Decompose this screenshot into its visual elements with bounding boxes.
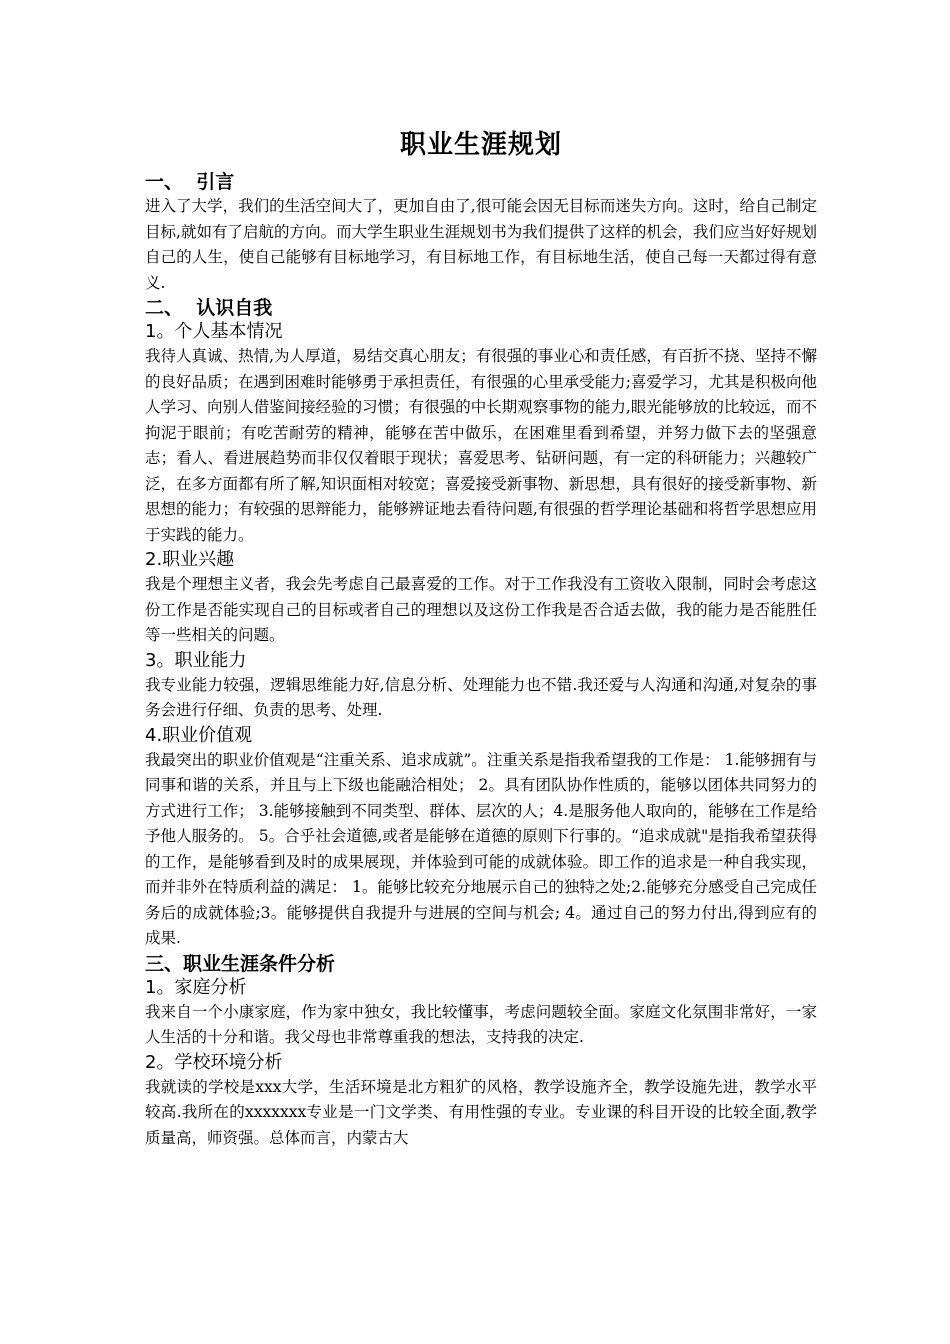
section-paragraph: 进入了大学，我们的生活空间大了，更加自由了,很可能会因无目标而迷失方向。这时，给自己制定目标,就如有了启航的方向。而大学生职业生涯规划书为我们提供了这样的机会，我们应当好好规划自己的人生，使自己能够有目标地学习，有目标地工作，有目标地生活，使自己每一天都过得有意义. bbox=[145, 197, 817, 292]
subsection-paragraph: 我专业能力较强，逻辑思维能力好,信息分析、处理能力也不错.我还爱与人沟通和沟通,对复杂的事务会进行仔细、负责的思考、处理. bbox=[145, 675, 817, 719]
subsection-paragraph: 我来自一个小康家庭，作为家中独女，我比较懂事，考虑问题较全面。家庭文化氛围非常好，一家人生活的十分和谐。我父母也非常尊重我的想法，支持我的决定. bbox=[145, 1002, 817, 1046]
section-self-knowledge bbox=[145, 296, 817, 952]
subsection-heading: 1。个人基本情况 bbox=[145, 321, 283, 342]
subsection-paragraph: 我待人真诚、热情,为人厚道，易结交真心朋友；有很强的事业心和责任感，有百折不挠、坚持不懈的良好品质；在遇到困难时能够勇于承担责任，有很强的心里承受能力;喜爱学习，尤其是积极向他人学习、向别人借鉴间接经验的习惯；有很强的中长期观察事物的能力,眼光能够放的比较远，而不拘泥于眼前；有吃苦耐劳的精神，能够在苦中做乐，在困难里看到希望，并努力做下去的坚强意志；看人、看进展趋势而非仅仅着眼于现状；喜爱思考、钻研问题，有一定的科研能力；兴趣较广泛，在多方面都有所了解,知识面相对较宽；喜爱接受新事物、新思想，具有很好的接受新事物、新思想的能力；有较强的思辩能力，能够辨证地去看待问题,有很强的哲学理论基础和将哲学思想应用于实践的能力。 bbox=[145, 347, 817, 544]
section-heading: 三、职业生涯条件分析 bbox=[145, 952, 336, 975]
subsection-paragraph: 我最突出的职业价值观是“注重关系、追求成就”。注重关系是指我希望我的工作是： 1.能够拥有与同事和谐的关系，并且与上下级也能融洽相处； 2。具有团队协作性质的，能够以团体共同努力的方式进行工作； 3.能够接触到不同类型、群体、层次的人；4.是服务他人取向的，能够在工作是给予他人服务的。 5。合乎社会道德,或者是能够在道德的原则下行事的。“追求成就"是指我希望获得的工作，是能够看到及时的成果展现，并体验到可能的成就体验。即工作的追求是一种自我实现，而并非外在特质利益的满足： 1。能够比较充分地展示自己的独特之处;2.能够充分感受自己完成任务后的成就体验;3。能够提供自我提升与进展的空间与机会; 4。通过自己的努力付出,得到应有的成果. bbox=[145, 750, 817, 947]
subsection-heading: 2.职业兴趣 bbox=[145, 549, 235, 570]
section-introduction bbox=[145, 170, 817, 296]
section-heading: 一、 引言 bbox=[145, 171, 235, 193]
subsection-heading: 2。学校环境分析 bbox=[145, 1051, 283, 1073]
subsection-paragraph: 我就读的学校是xxx大学，生活环境是北方粗犷的风格，教学设施齐全，教学设施先进，教学水平较高.我所在的xxxxxxx专业是一门文学类、有用性强的专业。专业课的科目开设的比较全面,教学质量高，师资强。总体而言，内蒙古大 bbox=[145, 1077, 817, 1147]
subsection-heading: 4.职业价值观 bbox=[145, 724, 253, 746]
subsection-heading: 1。家庭分析 bbox=[145, 976, 247, 998]
section-heading: 二、 认识自我 bbox=[145, 297, 273, 319]
subsection-heading: 3。职业能力 bbox=[145, 649, 247, 671]
document-page bbox=[145, 128, 817, 1151]
subsection-paragraph: 我是个理想主义者，我会先考虑自己最喜爱的工作。对于工作我没有工资收入限制，同时会考虑这份工作是否能实现自己的目标或者自己的理想以及这份工作我是否合适去做，我的能力是否能胜任等一些相关的问题。 bbox=[145, 575, 817, 644]
document-title: 职业生涯规划 bbox=[399, 130, 562, 160]
section-career-conditions bbox=[145, 952, 817, 1152]
